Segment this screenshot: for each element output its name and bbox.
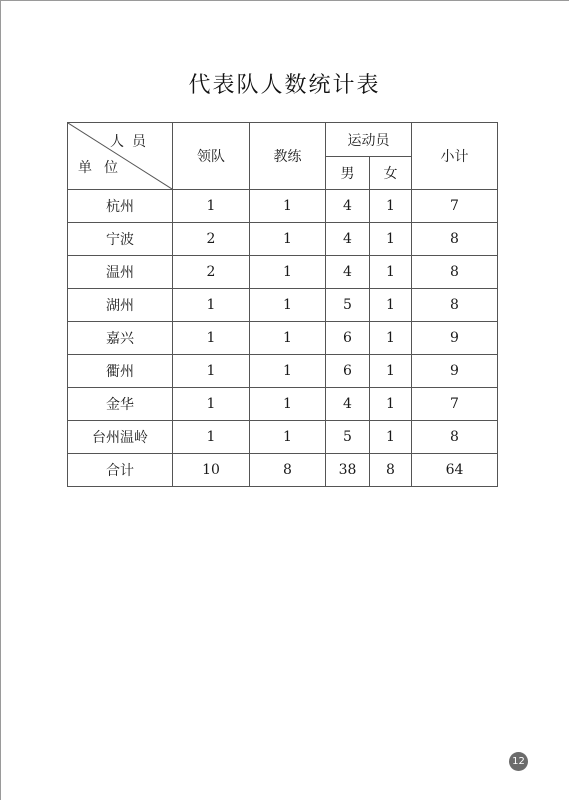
leader-cell: 2 bbox=[173, 223, 250, 256]
coach-cell: 1 bbox=[250, 355, 326, 388]
header-unit-label: 单位 bbox=[78, 160, 130, 176]
header-male: 男 bbox=[326, 157, 370, 190]
subtotal-cell: 8 bbox=[412, 256, 498, 289]
male-cell: 4 bbox=[326, 223, 370, 256]
table-row bbox=[68, 421, 498, 454]
diagonal-header-cell bbox=[68, 123, 173, 190]
page-border-left bbox=[0, 0, 1, 800]
female-cell: 1 bbox=[370, 190, 412, 223]
coach-cell: 1 bbox=[250, 223, 326, 256]
female-cell: 1 bbox=[370, 388, 412, 421]
total-label-cell: 合计 bbox=[68, 454, 173, 487]
unit-cell: 宁波 bbox=[68, 223, 173, 256]
header-personnel-label: 人员 bbox=[110, 134, 154, 150]
subtotal-cell: 9 bbox=[412, 355, 498, 388]
male-cell: 5 bbox=[326, 289, 370, 322]
leader-cell: 2 bbox=[173, 256, 250, 289]
subtotal-cell: 8 bbox=[412, 223, 498, 256]
coach-cell: 1 bbox=[250, 289, 326, 322]
table-total-row bbox=[68, 454, 498, 487]
header-female: 女 bbox=[370, 157, 412, 190]
coach-cell: 1 bbox=[250, 256, 326, 289]
coach-cell: 1 bbox=[250, 190, 326, 223]
female-cell: 1 bbox=[370, 289, 412, 322]
unit-cell: 温州 bbox=[68, 256, 173, 289]
total-leader-cell: 10 bbox=[173, 454, 250, 487]
male-cell: 4 bbox=[326, 256, 370, 289]
coach-cell: 1 bbox=[250, 322, 326, 355]
unit-cell: 嘉兴 bbox=[68, 322, 173, 355]
subtotal-cell: 8 bbox=[412, 421, 498, 454]
subtotal-cell: 7 bbox=[412, 190, 498, 223]
male-cell: 6 bbox=[326, 355, 370, 388]
leader-cell: 1 bbox=[173, 190, 250, 223]
male-cell: 4 bbox=[326, 190, 370, 223]
page-title: 代表队人数统计表 bbox=[188, 73, 381, 98]
leader-cell: 1 bbox=[173, 421, 250, 454]
table-row bbox=[68, 355, 498, 388]
coach-cell: 1 bbox=[250, 388, 326, 421]
table-row bbox=[68, 223, 498, 256]
table-header-row bbox=[68, 123, 498, 157]
male-cell: 5 bbox=[326, 421, 370, 454]
unit-cell: 湖州 bbox=[68, 289, 173, 322]
subtotal-cell: 8 bbox=[412, 289, 498, 322]
leader-cell: 1 bbox=[173, 355, 250, 388]
table-row bbox=[68, 256, 498, 289]
unit-cell: 台州温岭 bbox=[68, 421, 173, 454]
table-row bbox=[68, 289, 498, 322]
header-athletes: 运动员 bbox=[326, 123, 412, 157]
male-cell: 4 bbox=[326, 388, 370, 421]
female-cell: 1 bbox=[370, 421, 412, 454]
unit-cell: 衢州 bbox=[68, 355, 173, 388]
coach-cell: 1 bbox=[250, 421, 326, 454]
leader-cell: 1 bbox=[173, 388, 250, 421]
total-subtotal-cell: 64 bbox=[412, 454, 498, 487]
page-border-top bbox=[0, 0, 569, 1]
total-male-cell: 38 bbox=[326, 454, 370, 487]
total-female-cell: 8 bbox=[370, 454, 412, 487]
subtotal-cell: 9 bbox=[412, 322, 498, 355]
female-cell: 1 bbox=[370, 355, 412, 388]
female-cell: 1 bbox=[370, 256, 412, 289]
statistics-table bbox=[67, 122, 498, 487]
unit-cell: 金华 bbox=[68, 388, 173, 421]
header-subtotal: 小计 bbox=[412, 123, 498, 190]
table-row bbox=[68, 190, 498, 223]
subtotal-cell: 7 bbox=[412, 388, 498, 421]
total-coach-cell: 8 bbox=[250, 454, 326, 487]
male-cell: 6 bbox=[326, 322, 370, 355]
header-coach: 教练 bbox=[250, 123, 326, 190]
table-row bbox=[68, 388, 498, 421]
table-row bbox=[68, 322, 498, 355]
leader-cell: 1 bbox=[173, 289, 250, 322]
female-cell: 1 bbox=[370, 223, 412, 256]
female-cell: 1 bbox=[370, 322, 412, 355]
header-leader: 领队 bbox=[173, 123, 250, 190]
unit-cell: 杭州 bbox=[68, 190, 173, 223]
page-number-badge: 12 bbox=[509, 752, 528, 771]
leader-cell: 1 bbox=[173, 322, 250, 355]
